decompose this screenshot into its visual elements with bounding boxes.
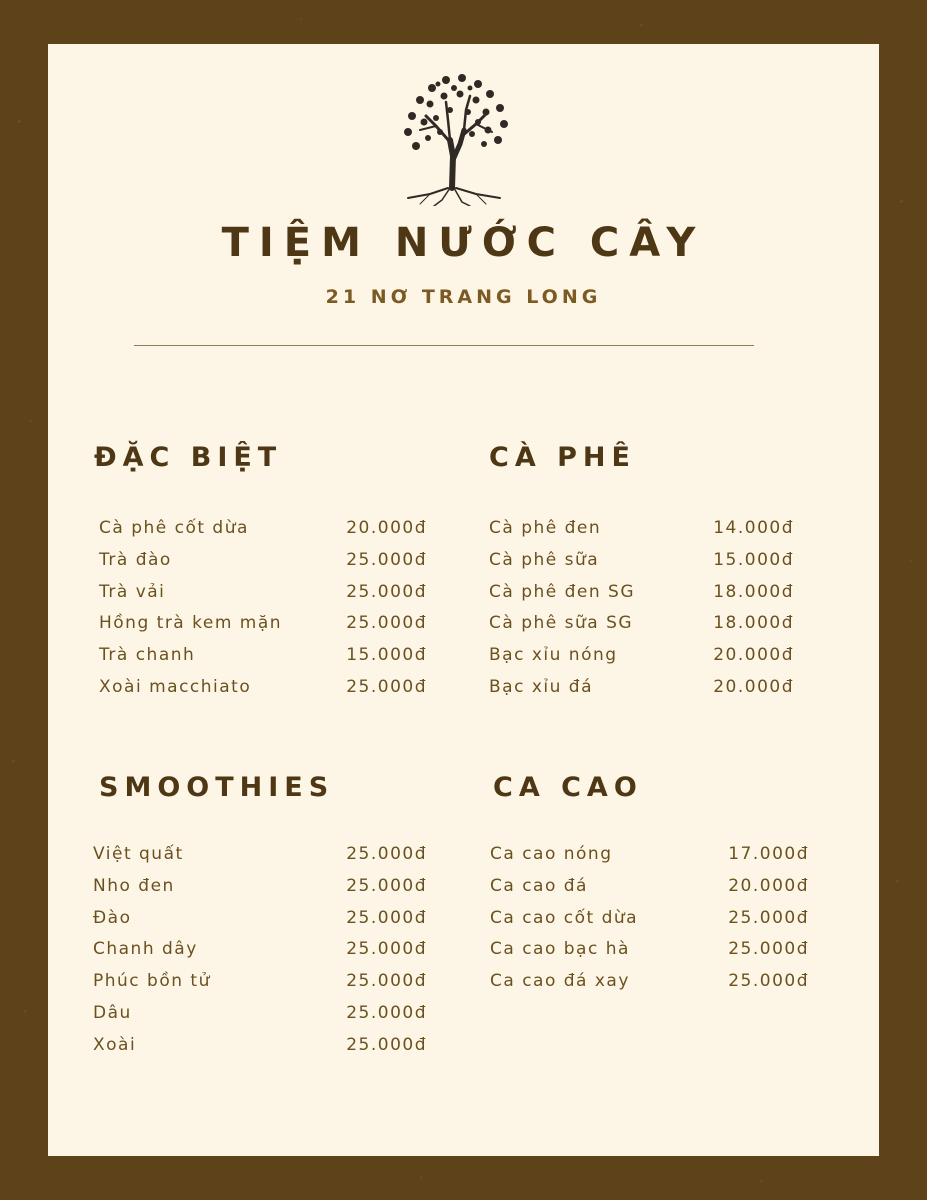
section-title-smoothies: SMOOTHIES [99, 772, 335, 803]
item-price: 25.000đ [346, 676, 427, 697]
shop-address: 21 NƠ TRANG LONG [325, 286, 602, 308]
item-name: Bạc xỉu đá [489, 676, 594, 697]
item-name: Cà phê đen [489, 518, 602, 538]
item-name: Đào [93, 907, 132, 928]
item-price: 18.000đ [713, 581, 794, 602]
item-name: Trà vải [99, 581, 166, 602]
item-name: Ca cao nóng [490, 844, 613, 864]
menu-list-smoothies [93, 844, 427, 1067]
item-name: Trà chanh [99, 645, 196, 666]
item-name: Nho đen [93, 875, 175, 896]
item-name: Phúc bồn tử [93, 971, 211, 992]
menu-item [489, 613, 794, 645]
item-name: Việt quất [93, 844, 184, 864]
item-price: 20.000đ [728, 875, 809, 896]
item-name: Xoài macchiato [99, 676, 252, 697]
menu-item [489, 582, 794, 614]
menu-item [489, 518, 794, 550]
item-price: 15.000đ [713, 549, 794, 570]
item-name: Xoài [93, 1034, 137, 1055]
menu-card [48, 44, 879, 1156]
item-name: Cà phê sữa [489, 549, 600, 570]
item-name: Hồng trà kem mặn [99, 613, 283, 634]
section-title-ca-phe: CÀ PHÊ [489, 442, 636, 473]
menu-item [490, 908, 809, 940]
item-name: Trà đào [99, 549, 172, 570]
item-price: 17.000đ [728, 844, 809, 864]
item-price: 25.000đ [346, 1002, 427, 1023]
item-price: 20.000đ [713, 676, 794, 697]
menu-item [99, 582, 427, 614]
item-name: Ca cao cốt dừa [490, 907, 639, 928]
item-price: 20.000đ [346, 518, 427, 538]
item-price: 25.000đ [346, 613, 427, 634]
item-name: Ca cao đá [490, 875, 588, 896]
menu-list-ca-cao [490, 844, 809, 1003]
menu-item [489, 645, 794, 677]
tree-icon [390, 60, 522, 206]
menu-item [93, 876, 427, 908]
menu-item [93, 844, 427, 876]
menu-item [99, 613, 427, 645]
item-name: Bạc xỉu nóng [489, 645, 618, 666]
item-price: 25.000đ [346, 939, 427, 960]
menu-item [489, 550, 794, 582]
item-price: 25.000đ [346, 907, 427, 928]
item-name: Cà phê cốt dừa [99, 518, 249, 538]
menu-item [93, 939, 427, 971]
item-price: 25.000đ [346, 875, 427, 896]
menu-item [490, 971, 809, 1003]
shop-title: TIỆM NƯỚC CÂY [221, 220, 706, 266]
section-title-ca-cao: CA CAO [493, 772, 643, 803]
item-name: Chanh dây [93, 939, 198, 960]
section-title-dac-biet: ĐẶC BIỆT [94, 442, 283, 473]
item-name: Dâu [93, 1002, 132, 1023]
menu-list-dac-biet [99, 518, 427, 709]
item-name: Ca cao đá xay [490, 971, 630, 992]
header-divider [134, 345, 754, 346]
item-price: 14.000đ [713, 518, 794, 538]
menu-list-ca-phe [489, 518, 794, 709]
menu-item [93, 971, 427, 1003]
item-name: Cà phê sữa SG [489, 613, 634, 634]
menu-item [490, 939, 809, 971]
item-price: 18.000đ [713, 613, 794, 634]
menu-item [93, 1035, 427, 1067]
menu-item [93, 1003, 427, 1035]
item-price: 25.000đ [728, 907, 809, 928]
menu-item [490, 876, 809, 908]
item-price: 25.000đ [346, 844, 427, 864]
menu-item [93, 908, 427, 940]
item-price: 15.000đ [346, 645, 427, 666]
menu-item [489, 677, 794, 709]
item-price: 20.000đ [713, 645, 794, 666]
item-name: Ca cao bạc hà [490, 939, 630, 960]
item-price: 25.000đ [346, 581, 427, 602]
menu-item [99, 645, 427, 677]
item-name: Cà phê đen SG [489, 581, 636, 602]
item-price: 25.000đ [346, 971, 427, 992]
menu-item [99, 518, 427, 550]
item-price: 25.000đ [728, 971, 809, 992]
menu-item [99, 550, 427, 582]
menu-item [99, 677, 427, 709]
item-price: 25.000đ [346, 1034, 427, 1055]
item-price: 25.000đ [728, 939, 809, 960]
item-price: 25.000đ [346, 549, 427, 570]
menu-item [490, 844, 809, 876]
